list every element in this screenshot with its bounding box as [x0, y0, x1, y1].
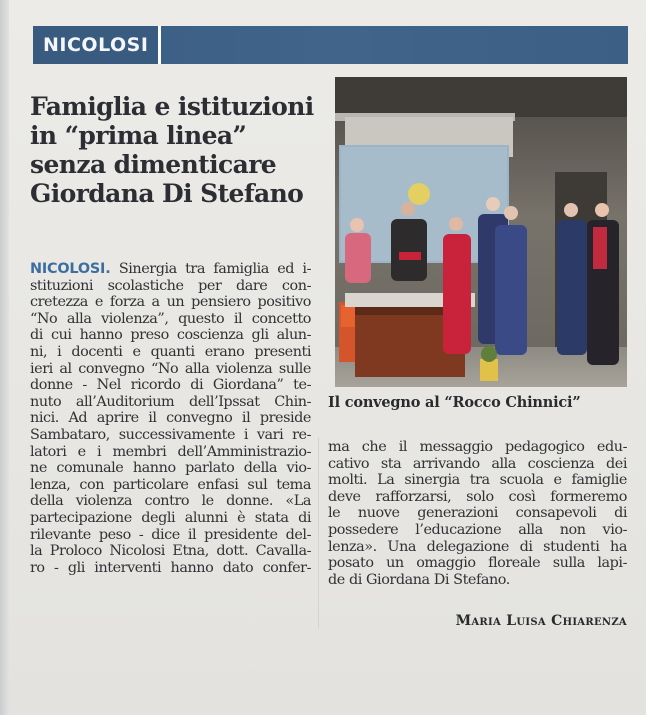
- article-line: cretezza e forza a un pensiero positivo: [30, 294, 311, 311]
- headline-line: in “prima linea”: [30, 121, 247, 150]
- article-line: di cui hanno preso coscienza gli alun-: [30, 327, 311, 344]
- article-column-1: [30, 261, 311, 576]
- article-line: ne comunale hanno parlato della vio-: [30, 460, 311, 477]
- article-line: ieri al convegno “No alla violenza sulle: [30, 360, 311, 377]
- article-line: della violenza contro le donne. «La: [30, 493, 311, 510]
- article-line: le nuove generazioni consapevoli di: [328, 505, 627, 522]
- author-byline: Maria Luisa Chiarenza: [455, 613, 627, 629]
- page-edge-shadow: [0, 0, 9, 715]
- headline-line: Giordana Di Stefano: [30, 179, 304, 208]
- article-headline: [30, 92, 330, 208]
- article-line: partecipazione degli alunni è stata di: [30, 509, 311, 526]
- article-line: la Proloco Nicolosi Etna, dott. Cavalla-: [30, 543, 311, 560]
- article-line: molti. La sinergia tra scuola e famiglie: [328, 472, 627, 489]
- article-line: latori e i membri dell’Amministrazio-: [30, 443, 311, 460]
- dateline-kicker: NICOLOSI.: [30, 261, 111, 277]
- article-text: Sinergia tra famiglia ed i-: [110, 261, 311, 277]
- article-line: donne - Nel ricordo di Giordana” te-: [30, 377, 311, 394]
- headline-line: Famiglia e istituzioni: [30, 92, 314, 121]
- column-divider: [318, 438, 319, 628]
- article-line: posato un omaggio floreale sulla lapi-: [328, 555, 627, 572]
- article-line: ro - gli interventi hanno dato confer-: [30, 559, 311, 576]
- section-header-bar: [33, 26, 628, 64]
- article-line: rilevante peso - dice il presidente del-: [30, 526, 311, 543]
- conference-photo: [335, 77, 627, 387]
- article-line: ni, i docenti e quanti erano presenti: [30, 343, 311, 360]
- article-line: de di Giordana Di Stefano.: [328, 571, 510, 588]
- article-line: deve rafforzarsi, solo così formeremo: [328, 488, 627, 505]
- article-column-2: [328, 439, 627, 588]
- article-line: nuto all’Auditorium dell’Ipssat Chin-: [30, 393, 311, 410]
- article-line: ma che il messaggio pedagogico edu-: [328, 439, 627, 455]
- article-line: lenza, con particolare enfasi sul tema: [30, 476, 311, 493]
- article-line: lenza». Una delegazione di studenti ha: [328, 538, 627, 555]
- conference-photo-illustration: [335, 77, 627, 387]
- headline-line: senza dimenticare: [30, 150, 277, 179]
- article-line: nici. Ad aprire il convegno il preside: [30, 410, 311, 427]
- article-line: cativo sta arrivando alla coscienza dei: [328, 455, 627, 472]
- article-line: “No alla violenza”, questo il concetto: [30, 310, 311, 327]
- article-line: stituzioni scolastiche per dare con-: [30, 277, 311, 294]
- article-line: [30, 261, 311, 278]
- article-line: Sambataro, successivamente i vari re-: [30, 426, 311, 443]
- photo-caption: Il convegno al “Rocco Chinnici”: [328, 394, 581, 411]
- article-line: possedere l’educazione alla non vio-: [328, 521, 627, 538]
- section-label: NICOLOSI: [33, 26, 161, 64]
